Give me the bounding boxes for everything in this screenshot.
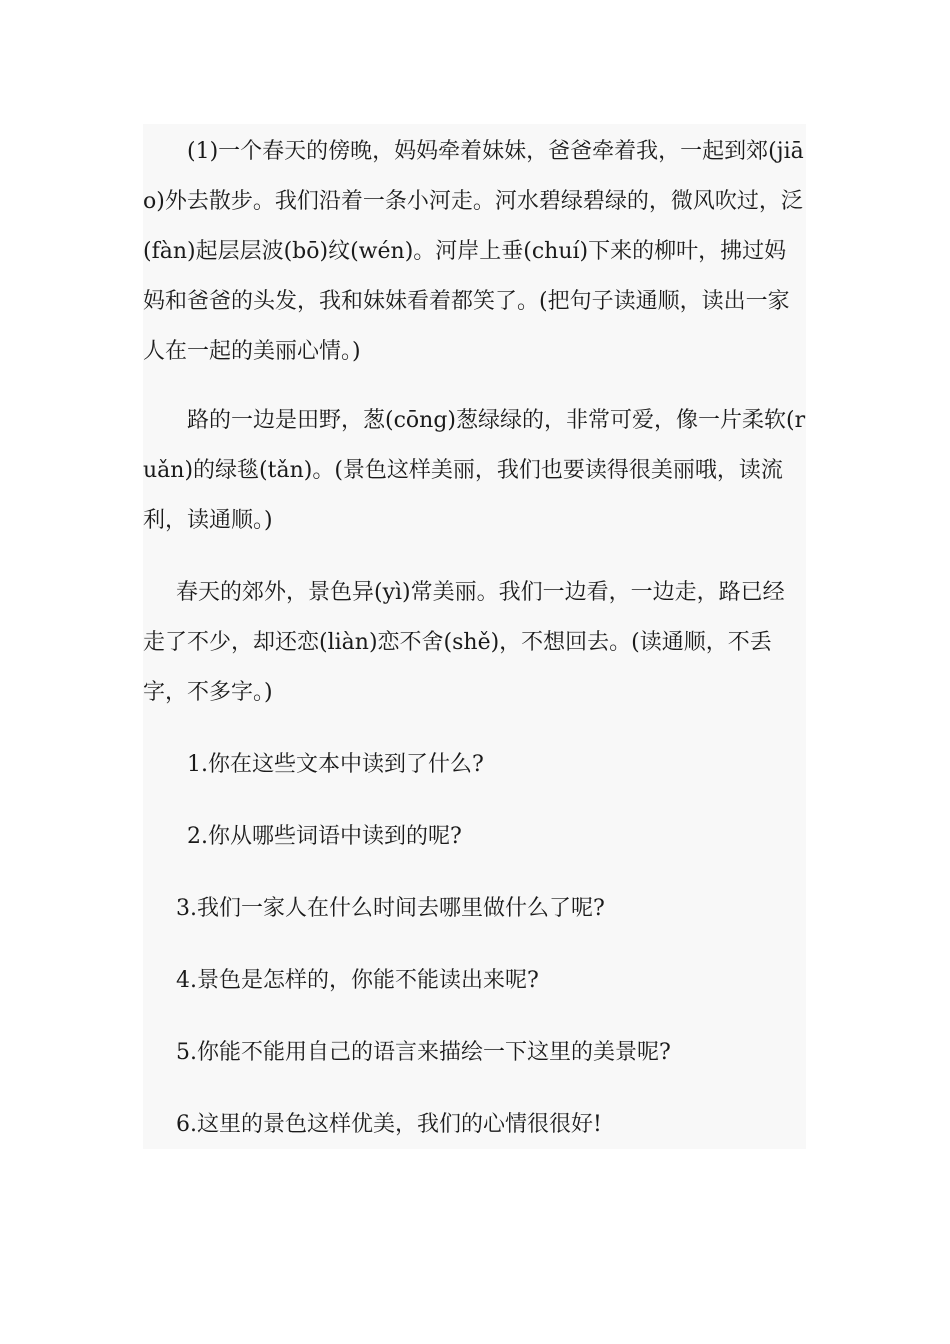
question-item: 3.我们一家人在什么时间去哪里做什么了呢? bbox=[176, 896, 605, 921]
question-item: 1.你在这些文本中读到了什么? bbox=[187, 752, 484, 777]
paragraph-spring-evening: (1)一个春天的傍晚，妈妈牵着妹妹，爸爸牵着我，一起到郊(jiāo)外去散步。我们沿着一条小河走。河水碧绿碧绿的，微风吹过，泛(fàn)起层层波(bō)纹(wén)。河岸上垂(chuí)下来的柳叶，拂过妈妈和爸爸的头发，我和妹妹看着都笑了。(把句子读通顺，读出一家人在一起的美丽心情。) bbox=[143, 139, 804, 364]
question-item: 4.景色是怎样的，你能不能读出来呢? bbox=[176, 968, 539, 993]
document-content bbox=[143, 124, 806, 1149]
paragraph-countryside: 春天的郊外，景色异(yì)常美丽。我们一边看，一边走，路已经走了不少，却还恋(liàn)恋不舍(shě)，不想回去。(读通顺，不丢字，不多字。) bbox=[143, 580, 785, 705]
question-item: 2.你从哪些词语中读到的呢? bbox=[187, 824, 462, 849]
question-item: 5.你能不能用自己的语言来描绘一下这里的美景呢? bbox=[176, 1040, 671, 1065]
paragraph-fields: 路的一边是田野，葱(cōng)葱绿绿的，非常可爱，像一片柔软(ruǎn)的绿毯(tǎn)。(景色这样美丽，我们也要读得很美丽哦，读流利，读通顺。) bbox=[143, 408, 806, 533]
question-item: 6.这里的景色这样优美，我们的心情很很好! bbox=[176, 1112, 602, 1137]
